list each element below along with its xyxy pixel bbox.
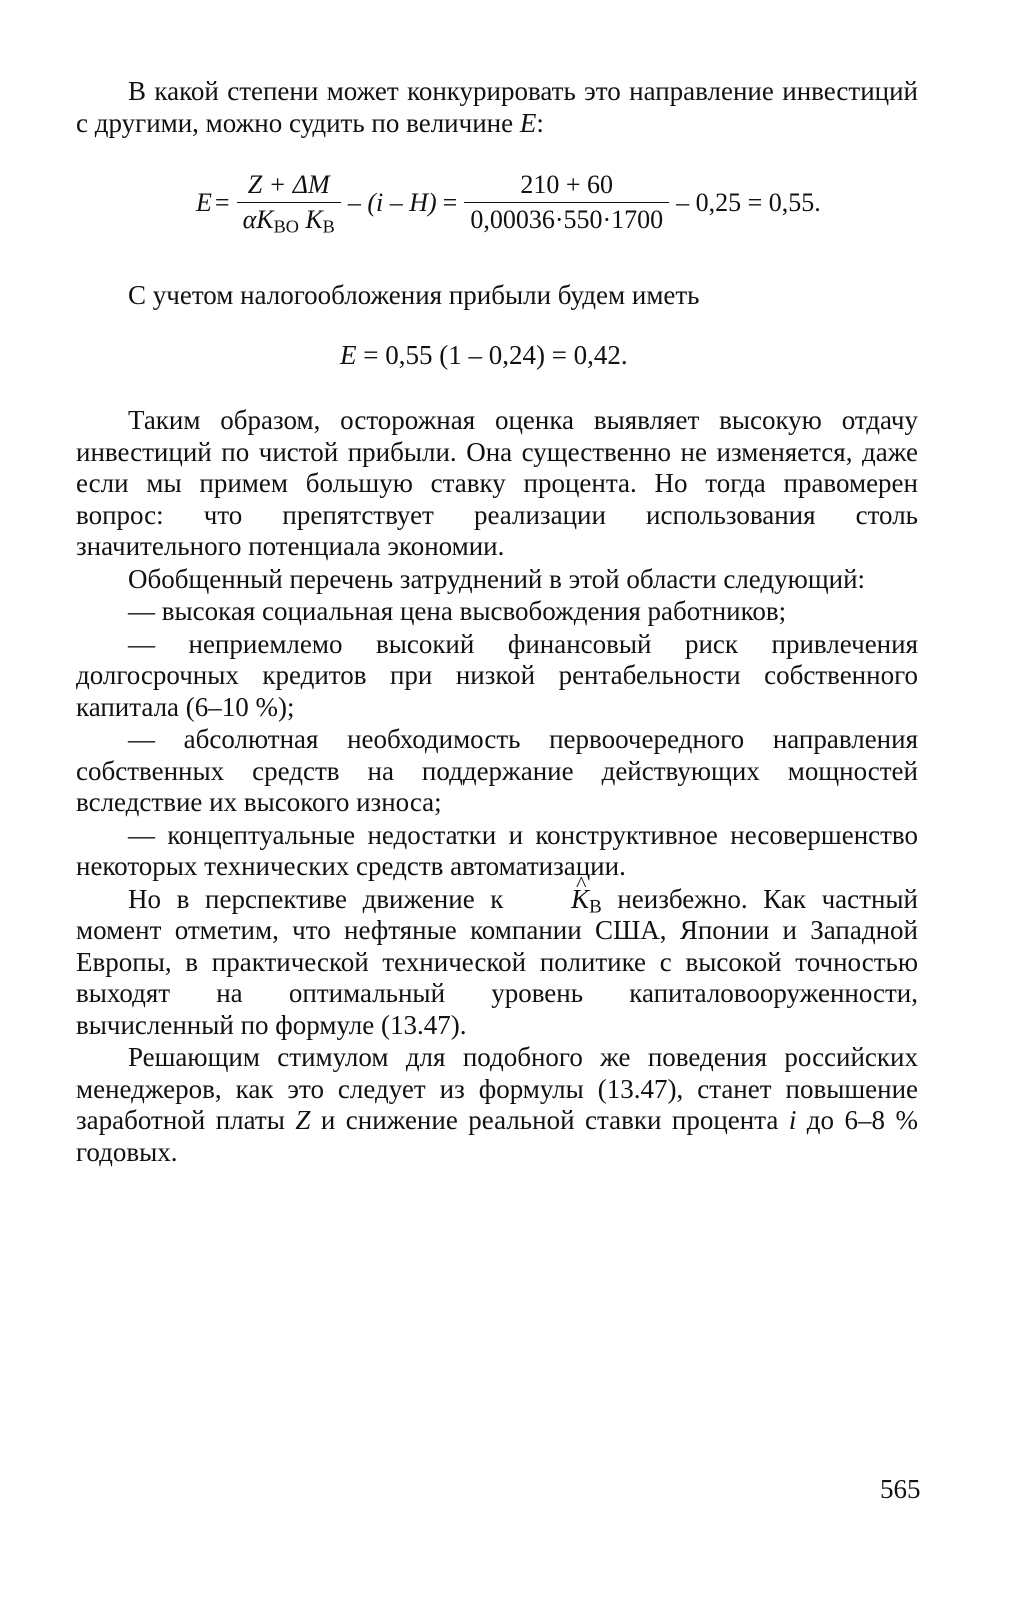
list-item-own-funds: — абсолютная необходимость первоочередного направления собственных средств на поддержание действующих мощностей вследствие их высокого износа; [76, 724, 918, 817]
formula-e-calculation [196, 170, 824, 235]
formula-equals: = [214, 187, 230, 217]
formula-equals-2: = [442, 187, 458, 217]
formula-lhs: E [196, 187, 212, 217]
page-number: 565 [880, 1474, 921, 1504]
fraction-denominator: $\alpha K_{ВО}$ $K_В$ [237, 202, 341, 235]
paragraph-perspective: Но в перспективе движение к ^ $K_В$ неизбежно. Как частный момент отметим, что нефтяные компании США, Японии и Западной Европы, в практической технической политике с высокой точностью выходят на оптимальный уровень капиталовооруженности, вычисленный по формуле (13.47). [76, 884, 918, 1042]
numeric-numerator: 210 + 60 [520, 170, 614, 199]
list-item-social-cost: — высокая социальная цена высвобождения работников; [128, 596, 787, 626]
paragraph-difficulties-intro: Обобщенный перечень затруднений в этой области следующий: [128, 563, 866, 594]
formula-fraction-numeric [464, 170, 669, 235]
list-item-conceptual-flaws: — концептуальные недостатки и конструктивное несовершенство некоторых технических средств автоматизации. [76, 819, 918, 881]
body-text [76, 405, 918, 1168]
intro-variable: E [519, 107, 537, 138]
intro-paragraph: В какой степени может конкурировать это направление инвестиций с другими, можно судить по величине E: [76, 76, 918, 138]
formula-tax-var: E [340, 340, 357, 370]
tax-sentence: С учетом налогообложения прибыли будем иметь [128, 280, 700, 310]
intro-block [76, 76, 918, 139]
paragraph-conclusion: Таким образом, осторожная оценка выявляет высокую отдачу инвестиций по чистой прибыли. Она существенно не изменяется, даже если мы примем большую ставку процента. Но тогда правомерен вопрос: что препятствует реализации использования столь значительного потенциала экономии. [76, 405, 918, 561]
numeric-denominator: 0,00036·550·1700 [464, 202, 669, 235]
formula-result: – 0,25 = 0,55. [676, 187, 821, 217]
paragraph-stimulus: Решающим стимулом для подобного же поведения российских менеджеров, как это следует из формулы (13.47), станет повышение заработной платы Z и снижение реальной ставки процента i до 6–8 % годовых. [76, 1042, 918, 1167]
tax-block [76, 280, 918, 312]
fraction-numerator: Z + ΔM [247, 170, 330, 199]
list-item-financial-risk: — неприемлемо высокий финансовый риск привлечения долгосрочных кредитов при низкой рентабельности собственного капитала (6–10 %); [76, 628, 918, 722]
formula-tax-rest: = 0,55 (1 – 0,24) = 0,42. [356, 340, 628, 370]
formula-fraction-symbolic [237, 170, 341, 235]
formula-minus-term: – (i – H) [347, 187, 437, 217]
k-hat-symbol: ^ K [519, 884, 589, 916]
formula-tax [340, 340, 740, 372]
